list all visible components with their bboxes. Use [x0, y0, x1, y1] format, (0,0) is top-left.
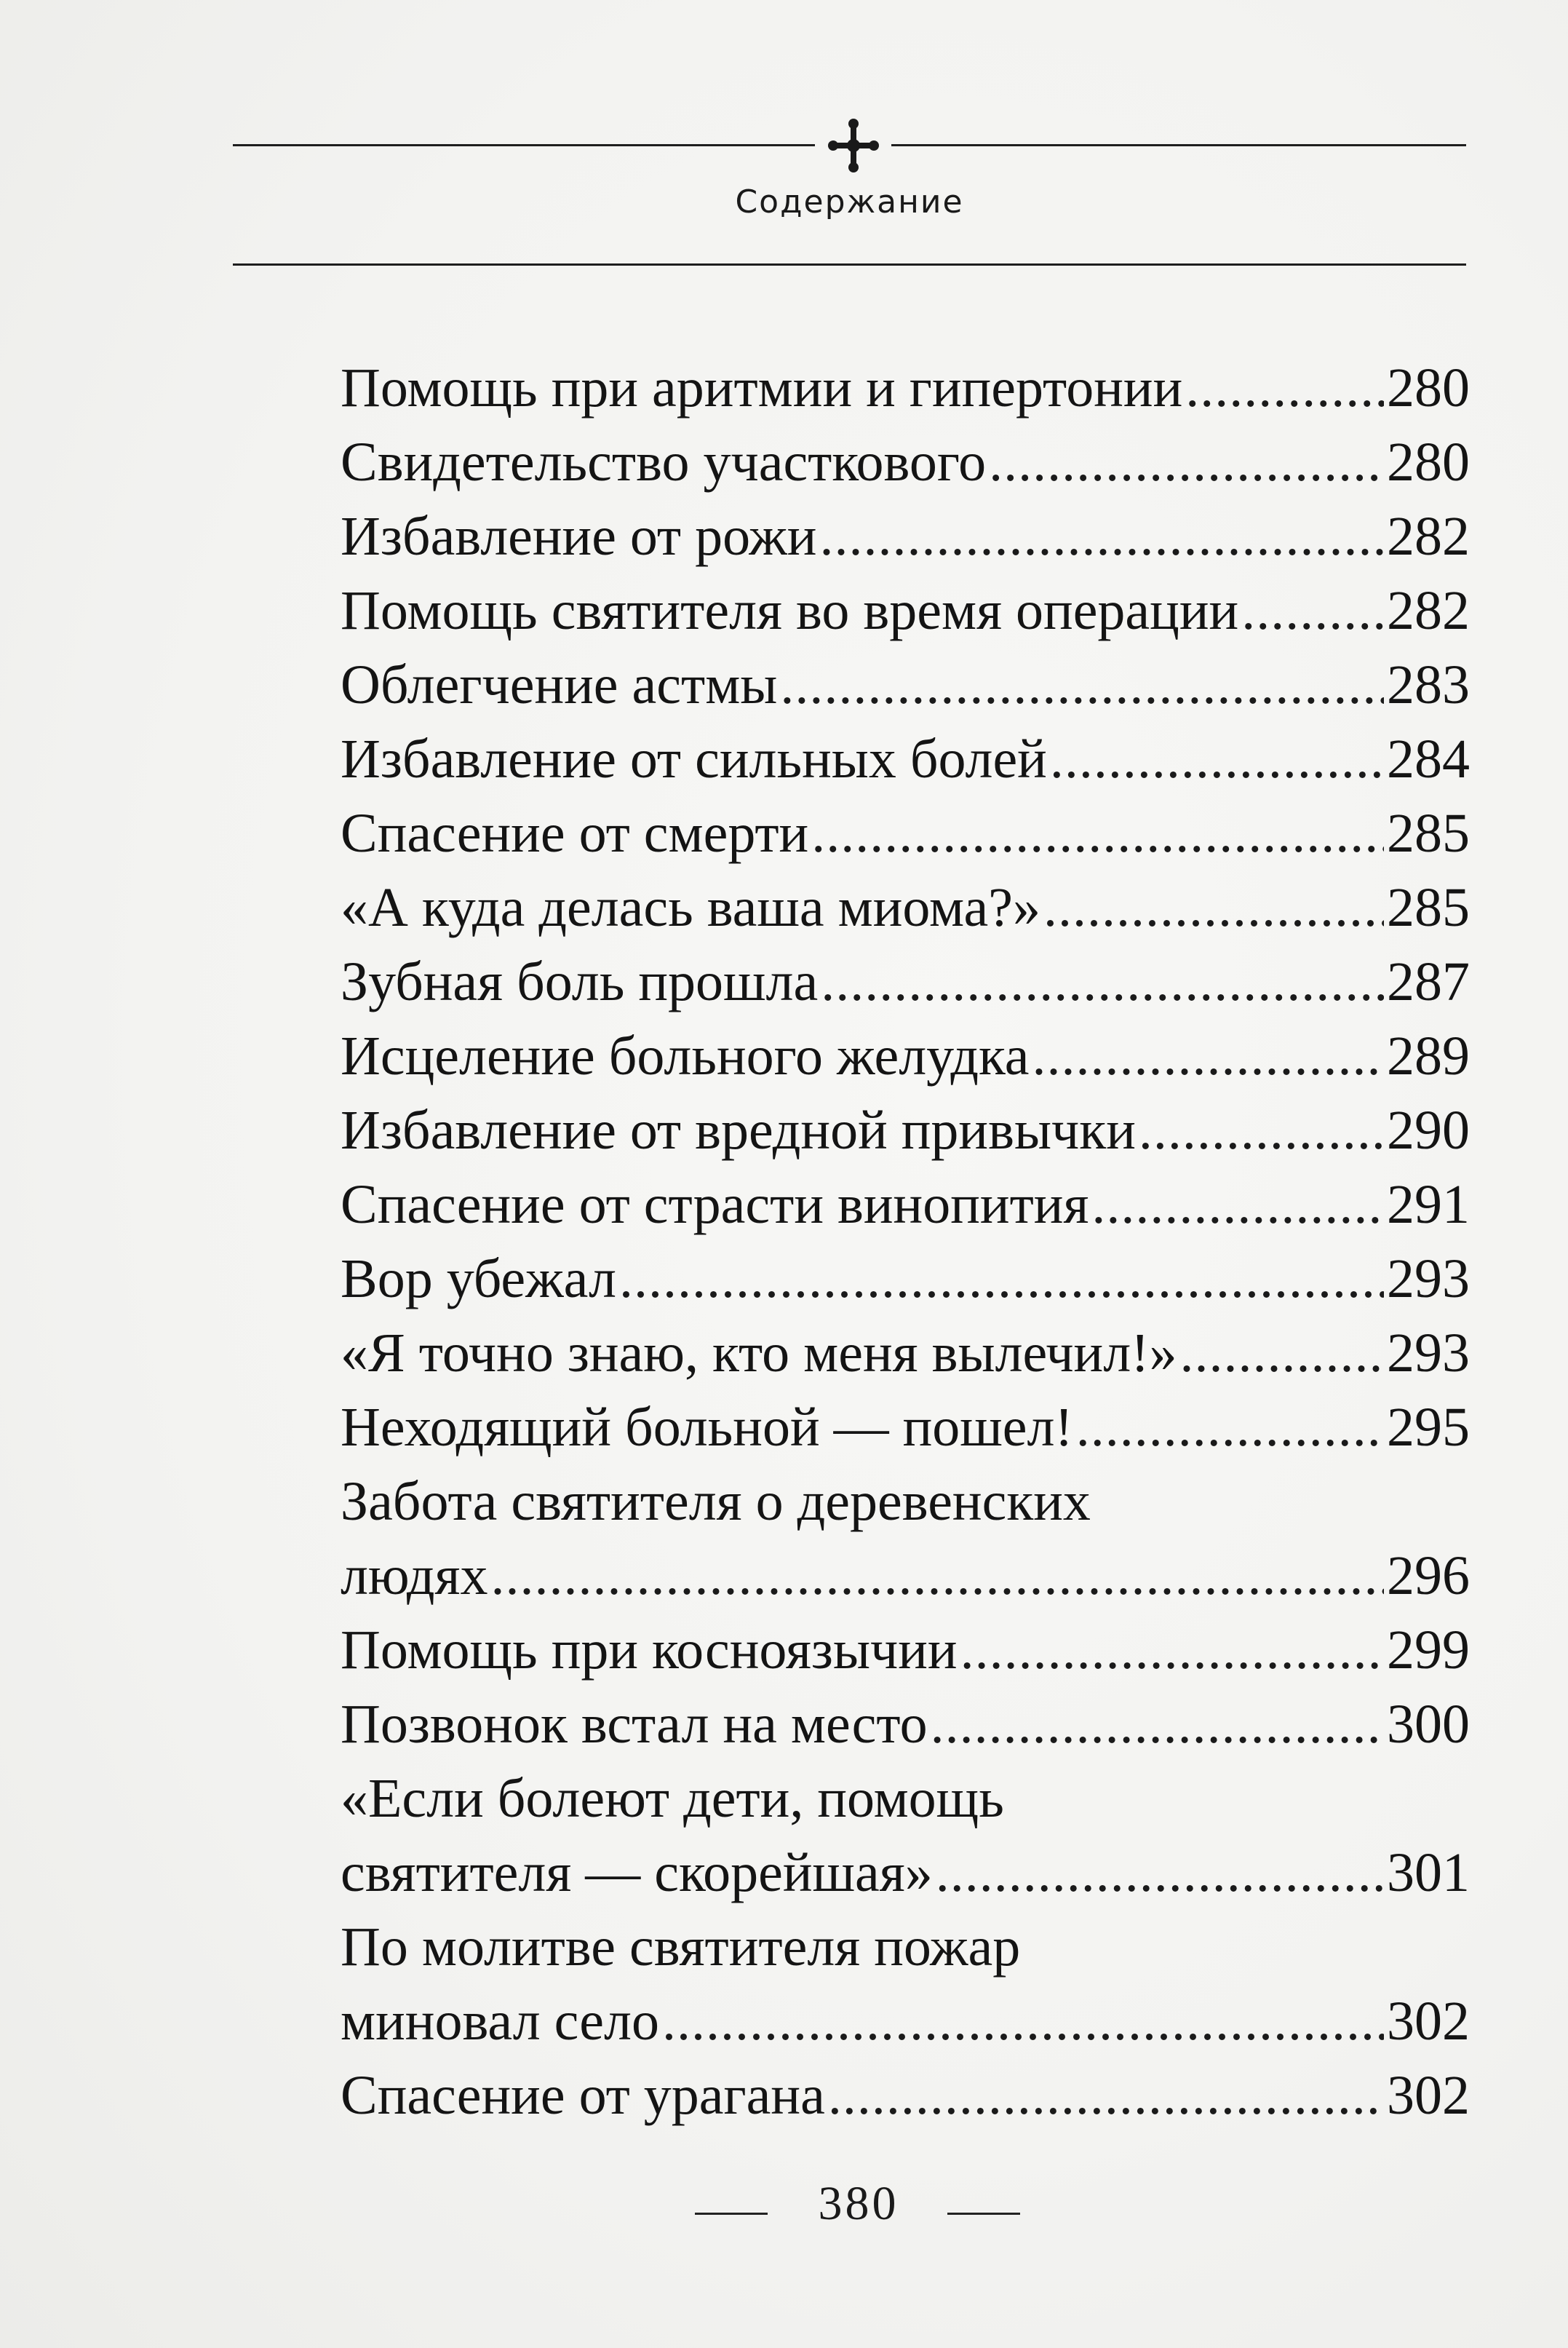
toc-entry-row	[341, 1390, 1470, 1464]
toc-entry-page: 296	[1387, 1545, 1470, 1606]
toc-leader-dots	[960, 1613, 1384, 1687]
toc-leader-dots	[780, 648, 1384, 722]
toc-entry-title: Помощь при аритмии и гипертонии	[341, 357, 1183, 419]
header-rule-left	[233, 144, 815, 146]
toc-entry-title-line1: По молитве святителя пожар	[341, 1916, 1021, 1978]
toc-entry-page: 299	[1387, 1619, 1470, 1681]
toc-entry	[341, 1167, 1470, 1242]
toc-entry-page: 280	[1387, 357, 1470, 419]
toc-entry	[341, 1242, 1470, 1316]
toc-entry-page: 302	[1387, 1991, 1470, 2052]
toc-entry-row	[341, 425, 1470, 499]
toc-entry-title: Исцеление больного желудка	[341, 1026, 1030, 1087]
folio-dash-right	[947, 2213, 1020, 2215]
toc-entry-page: 287	[1387, 951, 1470, 1012]
toc-entry-title: Помощь при косноязычии	[341, 1619, 958, 1681]
toc-entry-row	[341, 1539, 1470, 1613]
toc-entry-page: 293	[1387, 1248, 1470, 1309]
toc-entry-row	[341, 945, 1470, 1019]
toc-entry-row	[341, 1836, 1470, 1910]
toc-leader-dots	[1091, 1167, 1384, 1242]
toc-entry-row	[341, 1316, 1470, 1390]
toc-leader-dots	[1032, 1019, 1384, 1093]
toc-leader-dots	[1179, 1316, 1384, 1390]
toc-entry-title: Облегчение астмы	[341, 654, 778, 715]
toc-entry-row	[341, 1093, 1470, 1167]
header-rule-right	[891, 144, 1466, 146]
toc-entry-title: Позвонок встал на место	[341, 1694, 928, 1755]
toc-leader-dots	[662, 1984, 1384, 2058]
toc-entry-title: Зубная боль прошла	[341, 951, 819, 1012]
toc-leader-dots	[828, 2058, 1384, 2133]
toc-entry-row	[341, 351, 1470, 425]
toc-entry-title: «А куда делась ваша миома?»	[341, 877, 1041, 938]
toc-entry-row	[341, 796, 1470, 870]
toc-entry	[341, 1910, 1470, 2058]
toc-entry-title: Вор убежал	[341, 1248, 616, 1309]
toc-entry	[341, 351, 1470, 425]
toc-entry-page: 282	[1387, 580, 1470, 641]
toc-entry-page: 280	[1387, 432, 1470, 493]
toc-entry-page: 291	[1387, 1174, 1470, 1235]
page-header	[233, 116, 1466, 277]
toc-entry	[341, 1390, 1470, 1464]
toc-leader-dots	[819, 499, 1384, 574]
toc-entry-page: 285	[1387, 803, 1470, 864]
toc-entry-page: 283	[1387, 654, 1470, 715]
toc-entry-title: Спасение от урагана	[341, 2065, 825, 2126]
toc-entry-title: Избавление от сильных болей	[341, 729, 1047, 790]
toc-entry	[341, 499, 1470, 574]
toc-leader-dots	[1050, 722, 1384, 796]
toc-entry-page: 295	[1387, 1397, 1470, 1458]
toc-entry-title: Спасение от страсти винопития	[341, 1174, 1089, 1235]
toc-entry-title-line1: «Если болеют дети, помощь	[341, 1768, 1004, 1829]
toc-leader-dots	[821, 945, 1384, 1019]
toc-entry-row	[341, 574, 1470, 648]
toc-entry-title: Неходящий больной — пошел!	[341, 1397, 1073, 1458]
toc-entry-title: Избавление от рожи	[341, 506, 817, 567]
page-number: 380	[818, 2177, 899, 2230]
toc-leader-dots	[989, 425, 1384, 499]
toc-entry-page: 285	[1387, 877, 1470, 938]
toc-entry-title: «Я точно знаю, кто меня вылечил!»	[341, 1322, 1177, 1384]
toc-entry-row	[341, 499, 1470, 574]
toc-entry-row	[341, 2058, 1470, 2133]
toc-entry	[341, 870, 1470, 945]
toc-entry-row	[341, 1687, 1470, 1761]
toc-entry-page: 301	[1387, 1842, 1470, 1903]
toc-entry-page: 284	[1387, 729, 1470, 790]
toc-entry-title-line1: Забота святителя о деревенских	[341, 1471, 1091, 1532]
toc-entry	[341, 425, 1470, 499]
toc-entry	[341, 648, 1470, 722]
toc-leader-dots	[811, 796, 1384, 870]
toc-entry-title: Свидетельство участкового	[341, 432, 987, 493]
toc-entry	[341, 2058, 1470, 2133]
table-of-contents	[341, 351, 1470, 2133]
toc-entry-title: миновал село	[341, 1991, 659, 2052]
toc-entry-row	[341, 1167, 1470, 1242]
toc-entry-row	[341, 1613, 1470, 1687]
toc-entry	[341, 1687, 1470, 1761]
toc-entry-page: 300	[1387, 1694, 1470, 1755]
toc-entry	[341, 1613, 1470, 1687]
toc-leader-dots	[1241, 574, 1384, 648]
toc-entry	[341, 1761, 1470, 1910]
cross-ornament-icon	[817, 116, 890, 175]
page-footer	[0, 2176, 1568, 2249]
toc-entry	[341, 1316, 1470, 1390]
toc-leader-dots	[1139, 1093, 1384, 1167]
toc-entry-page: 290	[1387, 1100, 1470, 1161]
toc-entry-title: Избавление от вредной привычки	[341, 1100, 1136, 1161]
toc-entry-row	[341, 722, 1470, 796]
toc-leader-dots	[490, 1539, 1384, 1613]
toc-leader-dots	[936, 1836, 1384, 1910]
toc-entry-page: 282	[1387, 506, 1470, 567]
toc-entry	[341, 796, 1470, 870]
folio-dash-left	[695, 2213, 768, 2215]
running-head: Содержание	[735, 183, 964, 221]
toc-entry-title: святителя — скорейшая»	[341, 1842, 933, 1903]
toc-entry-title: Спасение от смерти	[341, 803, 809, 864]
toc-entry	[341, 945, 1470, 1019]
toc-entry	[341, 722, 1470, 796]
toc-entry-row	[341, 1019, 1470, 1093]
toc-leader-dots	[1076, 1390, 1384, 1464]
toc-entry-page: 289	[1387, 1026, 1470, 1087]
toc-entry-page: 293	[1387, 1322, 1470, 1384]
toc-leader-dots	[1043, 870, 1384, 945]
toc-entry-row	[341, 648, 1470, 722]
toc-entry	[341, 1464, 1470, 1613]
toc-leader-dots	[931, 1687, 1384, 1761]
header-rule-bottom	[233, 263, 1466, 266]
toc-entry	[341, 1019, 1470, 1093]
toc-entry	[341, 574, 1470, 648]
toc-leader-dots	[1185, 351, 1384, 425]
toc-entry-row	[341, 1242, 1470, 1316]
toc-entry	[341, 1093, 1470, 1167]
toc-entry-title: Помощь святителя во время операции	[341, 580, 1239, 641]
toc-entry-row	[341, 870, 1470, 945]
toc-entry-page: 302	[1387, 2065, 1470, 2126]
toc-entry-title: людях	[341, 1545, 488, 1606]
toc-leader-dots	[619, 1242, 1384, 1316]
toc-entry-row	[341, 1984, 1470, 2058]
